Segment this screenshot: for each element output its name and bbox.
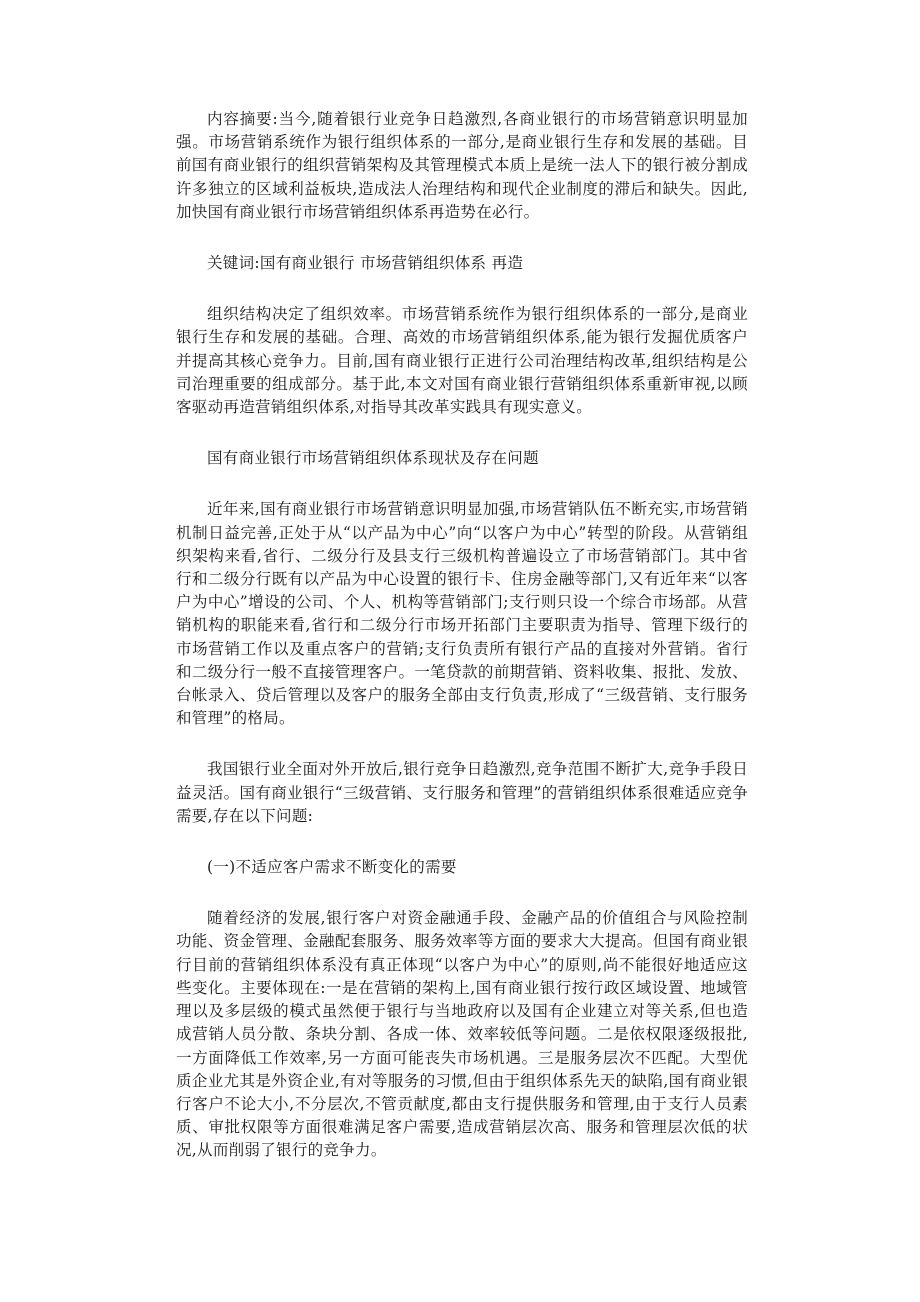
document-body [176,108,748,1163]
abstract-paragraph: 内容摘要:当今,随着银行业竞争日趋激烈,各商业银行的市场营销意识明显加强。市场营销系统作为银行组织体系的一部分,是商业银行生存和发展的基础。目前国有商业银行的组织营销架构及其管理模式本质上是统一法人下的银行被分割成许多独立的区域利益板块,造成法人治理结构和现代企业制度的滞后和缺失。因此,加快国有商业银行市场营销组织体系再造势在必行。 [176,110,748,221]
status-paragraph: 近年来,国有商业银行市场营销意识明显加强,市场营销队伍不断充实,市场营销机制日益完善,正处于从“以产品为中心”向“以客户为中心”转型的阶段。从营销组织架构来看,省行、二级分行及县支行三级机构普遍设立了市场营销部门。其中省行和二级分行既有以产品为中心设置的银行卡、住房金融等部门,又有近年来“以客户为中心”增设的公司、个人、机构等营销部门;支行则只设一个综合市场部。从营销机构的职能来看,省行和二级分行市场开拓部门主要职责为指导、管理下级行的市场营销工作以及重点客户的营销;支行负责所有银行产品的直接对外营销。省行和二级分行一般不直接管理客户。一笔贷款的前期营销、资料收集、报批、发放、台帐录入、贷后管理以及客户的服务全部由支行负责,形成了“三级营销、支行服务和管理”的格局。 [176,500,748,728]
detail-paragraph: 随着经济的发展,银行客户对资金融通手段、金融产品的价值组合与风险控制功能、资金管理、金融配套服务、服务效率等方面的要求大大提高。但国有商业银行目前的营销组织体系没有真正体现“以客户为中心”的原则,尚不能很好地适应这些变化。主要体现在:一是在营销的架构上,国有商业银行按行政区域设置、地域管理以及多层级的模式虽然便于银行与当地政府以及国有企业建立对等关系,但也造成营销人员分散、条块分割、各成一体、效率较低等问题。二是依权限逐级报批, 一方面降低工作效率,另一方面可能丧失市场机遇。三是服务层次不匹配。大型优质企业尤其是外资企业,有对等服务的习惯,但由于组织体系先天的缺陷,国有商业银行客户不论大小,不分层次,不管贡献度,都由支行提供服务和管理,由于支行人员素质、审批权限等方面很难满足客户需要,造成营销层次高、服务和管理层次低的状况,从而削弱了银行的竞争力。 [176,909,748,1160]
keywords-line: 关键词:国有商业银行 市场营销组织体系 再造 [207,254,524,273]
problems-paragraph: 我国银行业全面对外开放后,银行竞争日趋激烈,竞争范围不断扩大,竞争手段日益灵活。国有商业银行“三级营销、支行服务和管理”的营销组织体系很难适应竞争需要,存在以下问题: [176,760,748,825]
subsection-title: (一)不适应客户需求不断变化的需要 [207,858,457,877]
intro-paragraph: 组织结构决定了组织效率。市场营销系统作为银行组织体系的一部分,是商业银行生存和发展的基础。合理、高效的市场营销组织体系,能为银行发掘优质客户并提高其核心竞争力。目前,国有商业银行正进行公司治理结构改革,组织结构是公司治理重要的组成部分。基于此,本文对国有商业银行营销组织体系重新审视,以顾客驱动再造营销组织体系,对指导其改革实践具有现实意义。 [176,305,748,417]
section-title: 国有商业银行市场营销组织体系现状及存在问题 [207,449,539,468]
